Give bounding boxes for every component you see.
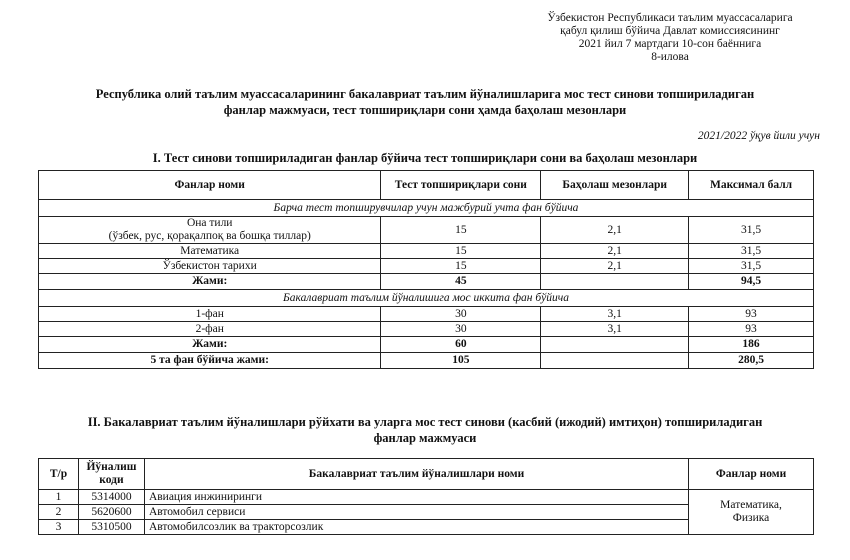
col-header-code-line: Йўналиш	[86, 461, 137, 473]
appendix-number: 8-илова	[651, 51, 689, 63]
col-header-subject: Фанлар номи	[39, 171, 381, 200]
subject-name: 2-фан	[39, 322, 381, 337]
grand-total-label: 5 та фан бўйича жами:	[39, 353, 381, 369]
subtotal-max: 186	[689, 337, 814, 353]
test-count: 15	[381, 259, 541, 274]
approval-line: Ўзбекистон Республикаси таълим муассасаларига	[547, 12, 793, 24]
subtotal-max: 94,5	[689, 274, 814, 290]
test-count: 30	[381, 322, 541, 337]
group1-caption: Барча тест топширувчилар учун мажбурий учта фан бўйича	[39, 200, 814, 217]
col-header-code	[78, 459, 144, 490]
approval-line: 2021 йил 7 мартдаги 10-сон баённига	[578, 38, 762, 50]
empty-cell	[541, 337, 689, 353]
subtotal-row	[39, 337, 814, 353]
group-caption-row	[39, 200, 814, 217]
max-score: 31,5	[689, 217, 814, 244]
criteria-value: 2,1	[541, 244, 689, 259]
subtotal-label: Жами:	[39, 337, 381, 353]
table-row	[39, 244, 814, 259]
table-row	[39, 217, 814, 244]
criteria-value: 3,1	[541, 307, 689, 322]
col-header-max: Максимал балл	[689, 171, 814, 200]
group2-caption: Бакалавриат таълим йўналишига мос иккита фан бўйича	[39, 290, 814, 307]
subtotal-row	[39, 274, 814, 290]
empty-cell	[541, 274, 689, 290]
subject-name: Математика	[39, 244, 381, 259]
table-row	[39, 259, 814, 274]
col-header-subjects: Фанлар номи	[689, 459, 814, 490]
direction-name: Автомобилсозлик ва тракторсозлик	[144, 520, 688, 535]
direction-code: 5310500	[78, 520, 144, 535]
empty-cell	[541, 353, 689, 369]
col-header-count: Тест топшириқлари сони	[381, 171, 541, 200]
test-count: 30	[381, 307, 541, 322]
table-row	[39, 307, 814, 322]
approval-note	[520, 12, 820, 64]
max-score: 31,5	[689, 259, 814, 274]
title-line: фанлар мажмуаси, тест топшириқлари сони ҳамда баҳолаш мезонлари	[223, 103, 627, 117]
approval-line: қабул қилиш бўйича Давлат комиссиясининг	[560, 25, 780, 37]
direction-name: Автомобил сервиси	[144, 505, 688, 520]
subtotal-label: Жами:	[39, 274, 381, 290]
section1-table	[38, 170, 814, 369]
criteria-value: 2,1	[541, 217, 689, 244]
criteria-value: 2,1	[541, 259, 689, 274]
grand-total-count: 105	[381, 353, 541, 369]
document-title	[30, 86, 820, 118]
direction-code: 5314000	[78, 490, 144, 505]
academic-year-note: 2021/2022 ўқув йили учун	[697, 130, 820, 142]
table-row	[39, 322, 814, 337]
section1-title: I. Тест синови топшириладиган фанлар бўйича тест топшириқлари сони ва баҳолаш мезонлари	[152, 151, 698, 165]
subjects-line: Физика	[732, 512, 770, 524]
max-score: 31,5	[689, 244, 814, 259]
subtotal-count: 60	[381, 337, 541, 353]
section2-table	[38, 458, 814, 535]
direction-name: Авиация инжиниринги	[144, 490, 688, 505]
table-row	[39, 490, 814, 505]
col-header-criteria: Баҳолаш мезонлари	[541, 171, 689, 200]
col-header-num: Т/р	[39, 459, 79, 490]
subject-name: Ўзбекистон тарихи	[39, 259, 381, 274]
table-header-row	[39, 171, 814, 200]
max-score: 93	[689, 307, 814, 322]
col-header-code-line: коди	[99, 474, 124, 486]
test-count: 15	[381, 244, 541, 259]
subject-name	[39, 217, 381, 244]
criteria-value: 3,1	[541, 322, 689, 337]
section2-title	[30, 414, 820, 446]
subjects-cell	[689, 490, 814, 535]
subject-name-line: (ўзбек, рус, қорақалпоқ ва бошқа тиллар)	[108, 230, 311, 242]
group-caption-row	[39, 290, 814, 307]
table-header-row	[39, 459, 814, 490]
row-number: 2	[39, 505, 79, 520]
row-number: 1	[39, 490, 79, 505]
col-header-direction: Бакалавриат таълим йўналишлари номи	[144, 459, 688, 490]
title-line: Республика олий таълим муассасаларининг бакалавриат таълим йўналишларига мос тест синови топшириладиган	[95, 87, 755, 101]
subject-name: 1-фан	[39, 307, 381, 322]
direction-code: 5620600	[78, 505, 144, 520]
subjects-line: Математика,	[720, 499, 782, 511]
grand-total-row	[39, 353, 814, 369]
max-score: 93	[689, 322, 814, 337]
grand-total-max: 280,5	[689, 353, 814, 369]
row-number: 3	[39, 520, 79, 535]
test-count: 15	[381, 217, 541, 244]
section2-title-line: II. Бакалавриат таълим йўналишлари рўйхати ва уларга мос тест синови (касбий (ижодий) имтиҳон) топшириладиган	[87, 415, 763, 429]
section2-title-line: фанлар мажмуаси	[373, 431, 477, 445]
subtotal-count: 45	[381, 274, 541, 290]
subject-name-line: Она тили	[186, 217, 233, 229]
